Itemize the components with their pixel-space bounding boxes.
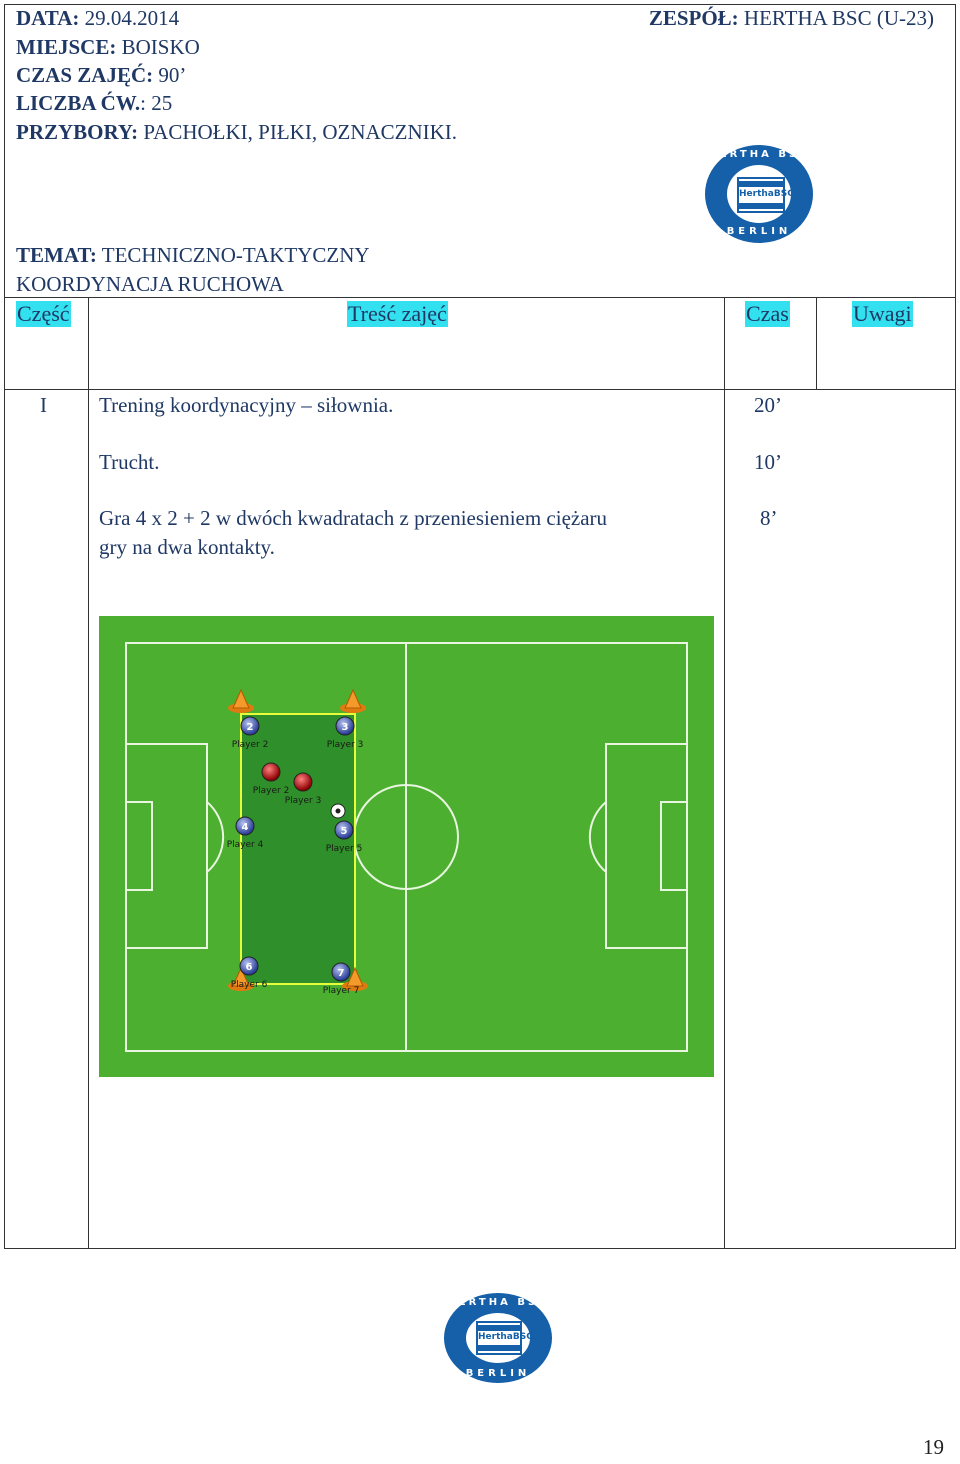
exercise-1-time: 20’ [754, 393, 782, 417]
player-label: Player 3 [326, 740, 364, 750]
player-label: Player 2 [231, 740, 269, 750]
right-goal-area [661, 802, 687, 890]
exercise-3-text-line2: gry na dwa kontakty. [99, 535, 275, 559]
date-label: DATA: [16, 6, 80, 30]
player-number: 6 [245, 962, 253, 973]
col-divider-3 [816, 297, 817, 389]
col-divider-1 [88, 297, 89, 1249]
equipment-label: PRZYBORY: [16, 120, 139, 144]
logo-bottom-top-text: HERTHA BSC [447, 1297, 549, 1308]
exercise-1-text: Trening koordynacyjny – siłownia. [99, 393, 394, 417]
exercise-3-time: 8’ [760, 506, 778, 530]
cone-marker [228, 690, 254, 713]
player-number: 7 [337, 968, 345, 979]
left-goal-area [126, 802, 152, 890]
player-label: Player 5 [325, 844, 363, 854]
player-label: Player 4 [226, 840, 264, 850]
player-label: Player 7 [322, 986, 360, 996]
logo-bottom-flag-text: HerthaBSC [478, 1332, 533, 1342]
drill-pitch-diagram [99, 616, 714, 1077]
topic-label: TEMAT: [16, 243, 97, 267]
logo-flag-text: HerthaBSC [739, 189, 794, 199]
player-label: Player 2 [252, 786, 290, 796]
page-number: 19 [923, 1435, 944, 1459]
exercise-2-time: 10’ [754, 450, 782, 474]
left-penalty-arc [207, 802, 223, 872]
team-value: HERTHA BSC (U-23) [738, 6, 934, 30]
cone-marker [340, 690, 366, 713]
count-value: : 25 [140, 91, 173, 115]
logo-bottom-bottom-text: BERLIN [465, 1368, 531, 1379]
part-number: I [40, 393, 47, 417]
exercise-3-text-line1: Gra 4 x 2 + 2 w dwóch kwadratach z przeniesieniem ciężaru [99, 506, 608, 530]
player-label: Player 6 [230, 980, 268, 990]
player-number: 3 [341, 722, 349, 733]
column-header-notes: Uwagi [853, 301, 912, 326]
table-top-rule [4, 297, 956, 298]
drill-ball [331, 804, 345, 818]
topic-subtitle: KOORDYNACJA RUCHOWA [16, 272, 284, 296]
count-label: LICZBA ĆW. [16, 91, 141, 115]
table-header-rule [4, 389, 956, 390]
column-header-part: Część [17, 301, 70, 326]
time-value: 90’ [153, 63, 187, 87]
time-label: CZAS ZAJĘĆ: [16, 63, 154, 87]
hertha-logo-bottom [444, 1293, 552, 1383]
date-value: 29.04.2014 [79, 6, 180, 30]
right-penalty-arc [590, 802, 606, 872]
logo-bottom-text: BERLIN [726, 226, 792, 237]
team-label: ZESPÓŁ: [648, 6, 739, 30]
player-number: 5 [340, 826, 348, 837]
place-value: BOISKO [116, 35, 200, 59]
logo-bottom-flag [476, 1321, 533, 1355]
place-label: MIEJSCE: [16, 35, 117, 59]
logo-top-text: HERTHA BSC [708, 149, 810, 160]
left-penalty-area [126, 744, 207, 948]
equipment-value: PACHOŁKI, PIŁKI, OZNACZNIKI. [138, 120, 458, 144]
topic-value: TECHNICZNO-TAKTYCZNY [96, 243, 370, 267]
column-header-content: Treść zajęć [348, 301, 447, 326]
pitch-svg [99, 616, 714, 1077]
player-number: 2 [246, 722, 254, 733]
exercise-2-text: Trucht. [99, 450, 160, 474]
player-number: 4 [241, 822, 249, 833]
col-divider-2 [724, 297, 725, 1249]
right-penalty-area [606, 744, 687, 948]
player-label: Player 3 [284, 796, 322, 806]
column-header-time: Czas [746, 301, 789, 326]
